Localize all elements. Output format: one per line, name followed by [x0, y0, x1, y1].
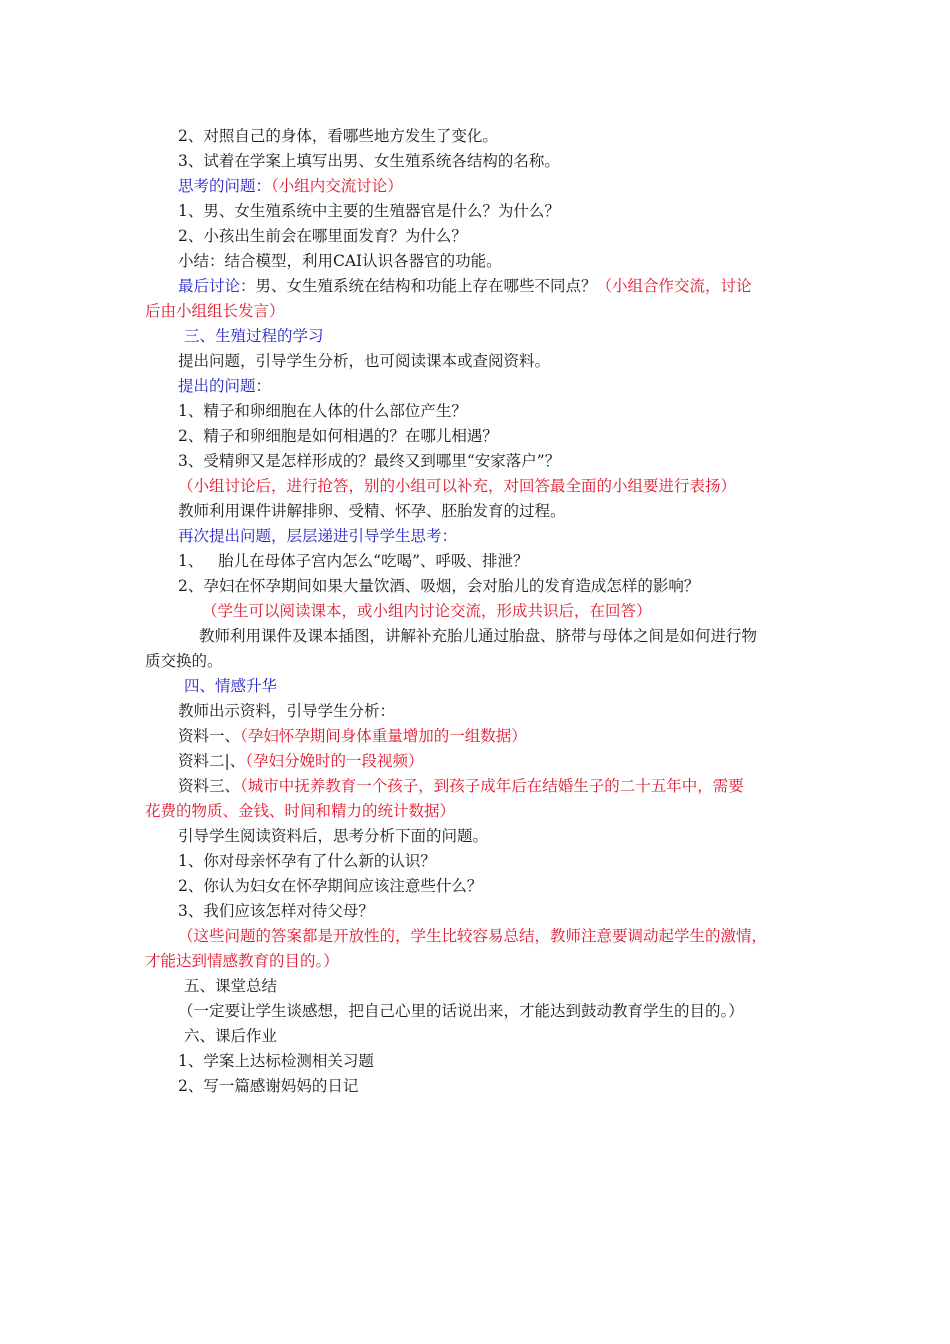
text-line [0, 999, 950, 1023]
text-segment: （小组合作交流，讨论 [596, 277, 752, 295]
text-segment: （学生可以阅读课本，或小组内讨论交流，形成共识后，在回答） [202, 602, 652, 620]
text-segment: 六、课后作业 [184, 1027, 278, 1045]
text-segment: 质交换的。 [145, 652, 223, 670]
text-line [0, 124, 950, 148]
text-segment: （这些问题的答案都是开放性的，学生比较容易总结，教师注意要调动起学生的激情， [178, 927, 768, 945]
text-line [0, 649, 950, 673]
text-segment: 资料一、 [178, 727, 241, 745]
text-segment: 引导学生阅读资料后，思考分析下面的问题。 [178, 827, 489, 845]
text-segment: 男、女生殖系统在结构和功能上存在哪些不同点？ [255, 277, 597, 295]
text-line [0, 299, 950, 323]
text-segment: 再次提出问题，层层递进引导学生思考： [178, 527, 458, 545]
text-segment: 五、课堂总结 [184, 977, 278, 995]
text-segment: （小组内交流讨论） [271, 177, 403, 195]
text-segment: 小结：结合模型，利用CAI认识各器官的功能。 [178, 252, 502, 270]
text-line [0, 849, 950, 873]
text-segment: 2、你认为妇女在怀孕期间应该注意些什么？ [178, 877, 483, 895]
text-line [0, 599, 950, 623]
text-segment: 提出问题，引导学生分析，也可阅读课本或查阅资料。 [178, 352, 551, 370]
text-line [0, 274, 950, 298]
text-segment: 花费的物质、金钱、时间和精力的统计数据） [145, 802, 456, 820]
text-segment: （一定要让学生谈感想，把自己心里的话说出来，才能达到鼓动教育学生的目的。） [178, 1002, 744, 1020]
text-segment: 教师出示资料，引导学生分析： [178, 702, 396, 720]
text-line [0, 874, 950, 898]
text-line [0, 1074, 950, 1098]
section-heading [0, 1024, 950, 1048]
section-heading [0, 324, 950, 348]
text-line [0, 499, 950, 523]
text-segment: （孕妇怀孕期间身体重量增加的一组数据） [240, 727, 527, 745]
text-segment: 2、对照自己的身体，看哪些地方发生了变化。 [178, 127, 498, 145]
text-line [0, 799, 950, 823]
text-segment: 1、 胎儿在母体子宫内怎么“吃喝”、呼吸、排泄？ [178, 552, 529, 570]
text-line [0, 249, 950, 273]
text-segment: 2、孕妇在怀孕期间如果大量饮酒、吸烟，会对胎儿的发育造成怎样的影响？ [178, 577, 700, 595]
text-segment: 3、受精卵又是怎样形成的？最终又到哪里“安家落户”？ [178, 452, 561, 470]
text-segment: 最后讨论： [178, 277, 256, 295]
text-segment: 资料二|、 [178, 752, 246, 770]
text-line [0, 574, 950, 598]
text-line [0, 949, 950, 973]
text-line [0, 174, 950, 198]
text-line [0, 774, 950, 798]
text-segment: 3、试着在学案上填写出男、女生殖系统各结构的名称。 [178, 152, 560, 170]
text-line [0, 524, 950, 548]
text-segment: 1、精子和卵细胞在人体的什么部位产生？ [178, 402, 467, 420]
text-segment: （城市中抚养教育一个孩子，到孩子成年后在结婚生子的二十五年中，需要 [240, 777, 744, 795]
text-line [0, 349, 950, 373]
text-line [0, 899, 950, 923]
text-segment: 后由小组组长发言） [145, 302, 285, 320]
section-heading [0, 674, 950, 698]
text-segment: 2、写一篇感谢妈妈的日记 [178, 1077, 359, 1095]
text-line [0, 449, 950, 473]
text-segment: 三、生殖过程的学习 [184, 327, 324, 345]
text-line [0, 699, 950, 723]
text-segment: 教师利用课件及课本插图，讲解补充胎儿通过胎盘、脐带与母体之间是如何进行物 [199, 627, 758, 645]
text-segment: 四、情感升华 [184, 677, 278, 695]
text-line [0, 224, 950, 248]
text-line [0, 374, 950, 398]
text-segment: （孕妇分娩时的一段视频） [245, 752, 424, 770]
text-segment: 提出的问题： [178, 377, 272, 395]
text-segment: 教师利用课件讲解排卵、受精、怀孕、胚胎发育的过程。 [178, 502, 566, 520]
text-line [0, 424, 950, 448]
text-line [0, 749, 950, 773]
text-line [0, 624, 950, 648]
text-segment: 1、男、女生殖系统中主要的生殖器官是什么？为什么？ [178, 202, 560, 220]
text-segment: 2、小孩出生前会在哪里面发育？为什么？ [178, 227, 467, 245]
text-segment: 才能达到情感教育的目的。） [145, 952, 339, 970]
text-segment: 2、精子和卵细胞是如何相遇的？在哪儿相遇？ [178, 427, 498, 445]
text-segment: 3、我们应该怎样对待父母？ [178, 902, 374, 920]
section-heading [0, 974, 950, 998]
text-line [0, 724, 950, 748]
text-segment: 1、学案上达标检测相关习题 [178, 1052, 374, 1070]
text-segment: 资料三、 [178, 777, 241, 795]
text-line [0, 549, 950, 573]
text-line [0, 149, 950, 173]
text-line [0, 1049, 950, 1073]
text-line [0, 924, 950, 948]
text-line [0, 199, 950, 223]
text-line [0, 399, 950, 423]
text-line [0, 474, 950, 498]
text-segment: 1、你对母亲怀孕有了什么新的认识？ [178, 852, 436, 870]
text-segment: （小组讨论后，进行抢答，别的小组可以补充，对回答最全面的小组要进行表扬） [178, 477, 737, 495]
text-line [0, 824, 950, 848]
text-segment: 思考的问题： [178, 177, 272, 195]
